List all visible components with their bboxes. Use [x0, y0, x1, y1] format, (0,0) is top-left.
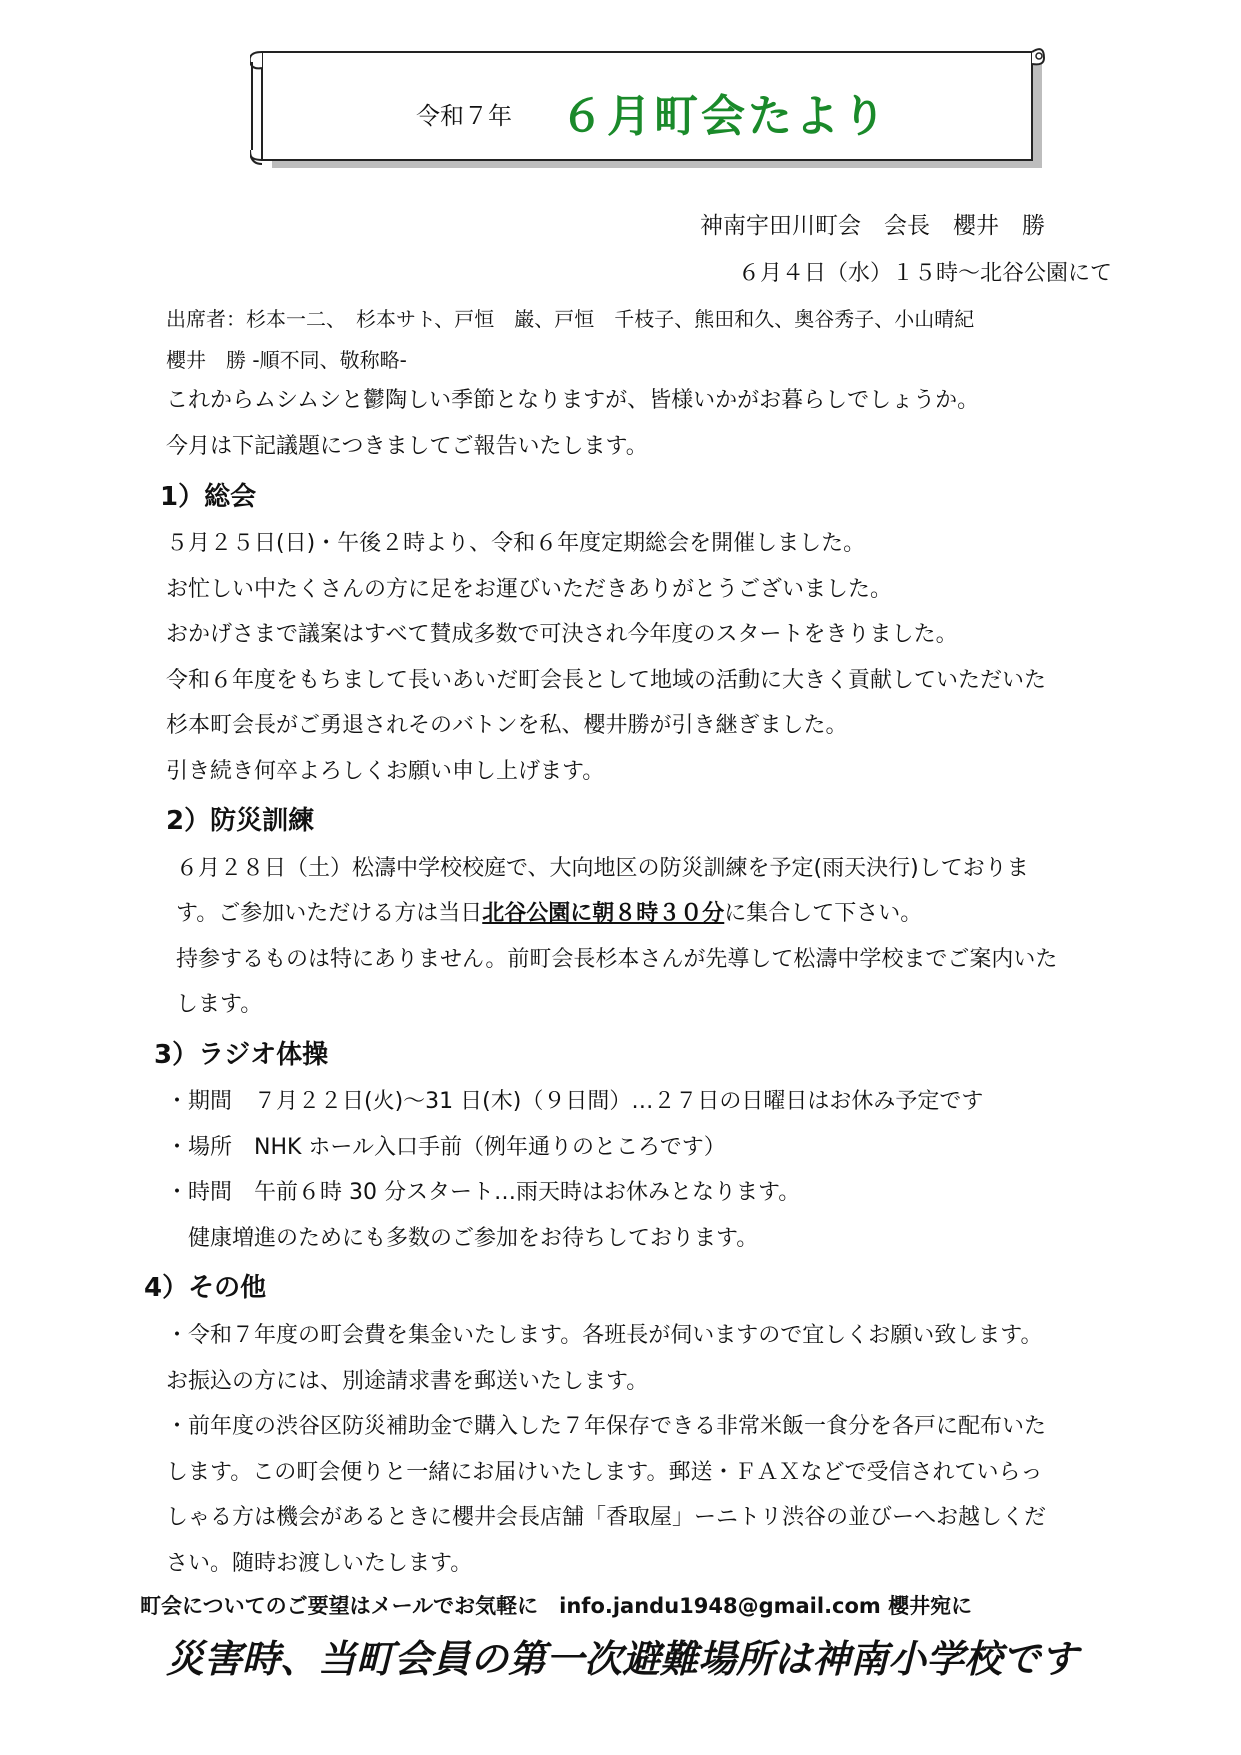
intro-line-2: 今月は下記議題につきましてご報告いたします。	[166, 434, 648, 459]
title-banner	[250, 46, 1056, 176]
section-1-line: 令和６年度をもちまして長いあいだ町会長として地域の活動に大きく貢献していただいた	[166, 668, 1047, 693]
attendees-line-2: 櫻井 勝 -順不同、敬称略-	[166, 348, 407, 372]
section-4-line: ・令和７年度の町会費を集金いたします。各班長が伺いますので宜しくお願い致します。	[166, 1323, 1043, 1348]
section-2-line-1: ６月２８日（土）松濤中学校校庭で、大向地区の防災訓練を予定(雨天決行)しておりま	[176, 856, 1029, 881]
banner-title: ６月町会たより	[560, 91, 889, 142]
shelter-notice: 災害時、当町会員の第一次避難場所は神南小学校です	[166, 1636, 1079, 1681]
section-1-line: ５月２５日(日)・午後２時より、令和６年度定期総会を開催しました。	[166, 531, 866, 556]
section-4-line: お振込の方には、別途請求書を郵送いたします。	[166, 1369, 649, 1394]
section-1-line: 杉本町会長がご勇退されそのバトンを私、櫻井勝が引き継ぎました。	[166, 713, 848, 738]
section-3-line: ・時間 午前６時 30 分スタート…雨天時はお休みとなります。	[166, 1180, 801, 1205]
section-1-line: 引き続き何卒よろしくお願い申し上げます。	[166, 759, 605, 784]
section-4-line: ・前年度の渋谷区防災補助金で購入した７年保存できる非常米飯一食分を各戸に配布いた	[166, 1414, 1047, 1439]
author-line: 神南宇田川町会 会長 櫻井 勝	[700, 213, 1045, 239]
assembly-point: 北谷公園に朝８時３０分	[482, 901, 725, 926]
banner-era: 令和７年	[416, 102, 512, 130]
section-4-line: さい。随時お渡しいたします。	[166, 1551, 473, 1576]
section-3-line: ・期間 ７月２２日(火)～31 日(木)（９日間）…２７日の日曜日はお休み予定です	[166, 1089, 984, 1114]
section-1-line: お忙しい中たくさんの方に足をお運びいただきありがとうございました。	[166, 577, 893, 602]
contact-line: 町会についてのご要望はメールでお気軽に info.jandu1948@gmail.com 櫻井宛に	[140, 1594, 973, 1618]
section-4-heading: 4）その他	[144, 1273, 267, 1303]
meeting-info: ６月４日（水）１５時～北谷公園にて	[738, 261, 1113, 286]
section-2-line-2	[176, 899, 922, 929]
attendees-line-1: 出席者：杉本一二、 杉本サト、戸恒 巌、戸恒 千枝子、熊田和久、奥谷秀子、小山晴紀	[166, 307, 975, 331]
section-3-line: ・場所 NHK ホール入口手前（例年通りのところです）	[166, 1135, 726, 1160]
section-2-line-3: 持参するものは特にありません。前町会長杉本さんが先導して松濤中学校までご案内いた	[176, 947, 1058, 972]
section-2-line-2-pre: す。ご参加いただける方は当日	[176, 901, 483, 926]
section-2-heading: 2）防災訓練	[166, 806, 315, 836]
section-4-line: しゃる方は機会があるときに櫻井会長店舗「香取屋」ーニトリ渋谷の並びーへお越しくだ	[166, 1505, 1047, 1530]
section-1-heading: 1）総会	[160, 482, 257, 512]
section-2-line-2-post: に集合して下さい。	[724, 901, 923, 926]
section-3-heading: 3）ラジオ体操	[154, 1040, 329, 1070]
section-4-line: します。この町会便りと一緒にお届けいたします。郵送・ＦＡＸなどで受信されていらっ	[166, 1460, 1043, 1485]
section-1-line: おかげさまで議案はすべて賛成多数で可決され今年度のスタートをきりました。	[166, 622, 958, 647]
section-3-line: 健康増進のためにも多数のご参加をお待ちしております。	[188, 1226, 759, 1251]
intro-line-1: これからムシムシと鬱陶しい季節となりますが、皆様いかがお暮らしでしょうか。	[166, 388, 980, 413]
section-2-line-4: します。	[176, 992, 263, 1017]
